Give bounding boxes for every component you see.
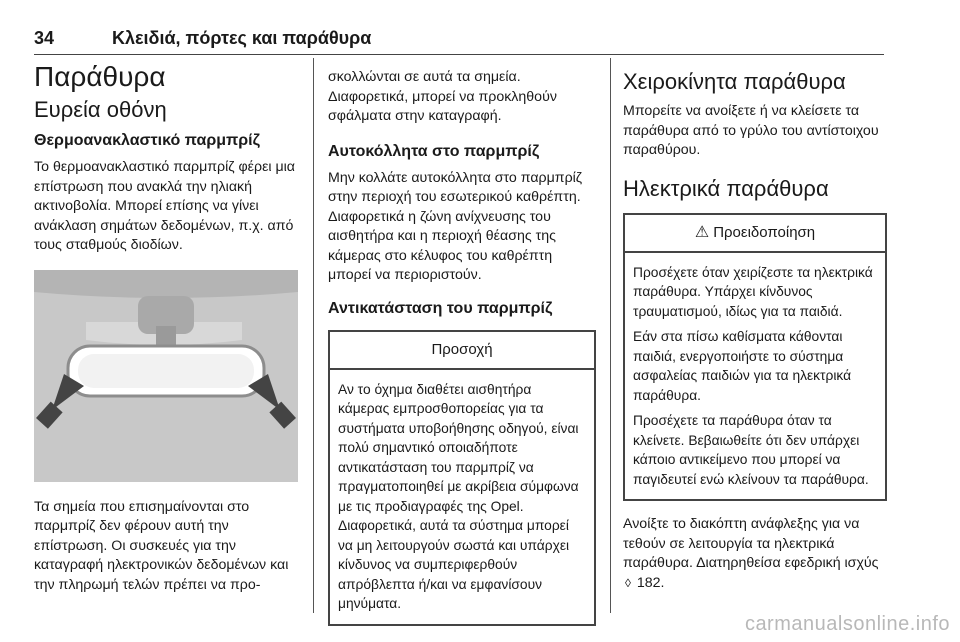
page-reference-link[interactable]: 182.: [636, 574, 665, 591]
caution-text: Αν το όχημα διαθέτει αισθητήρα κάμερας εμπροσθοπορείας για τα συστήματα υποβοήθησης οδηγού, είναι πολύ σημαντικό οποιαδήποτε αντικατάσταση του παρμπρίζ να πραγματοποιηθεί με ακρίβεια σύμφωνα με τις προδιαγραφές της Opel. Διαφορετικά, αυτά τα σύστημα μπορεί να μη λειτουργούν σωστά και υπάρχει κίνδυνος να συμπεριφερθούν απρόβλεπτα ή/και να εμφανίσουν μηνύματα.: [338, 381, 579, 611]
column-middle: [328, 54, 596, 640]
warning-title: Προειδοποίηση: [713, 224, 816, 241]
page-number: 34: [34, 28, 55, 48]
paragraph-manual-windows: Μπορείτε να ανοίξετε ή να κλείσετε τα παράθυρα από το γρύλο του αντίστοιχου παραθύρου.: [623, 103, 879, 158]
warning-body: [625, 253, 885, 500]
heading-heat-reflective-windscreen: Θερμοανακλαστικό παρμπρίζ: [34, 132, 260, 149]
watermark: carmanualsonline.info: [744, 613, 950, 635]
windscreen-illustration: [34, 270, 298, 482]
warning-text-1: Προσέχετε όταν χειρίζεστε τα ηλεκτρικά παράθυρα. Υπάρχει κίνδυνος τραυματισμού, ιδίως για τα παιδιά.: [633, 264, 873, 319]
paragraph-marked-points: Τα σημεία που επισημαίνονται στο παρμπρίζ δεν φέρουν αυτή την επίστρωση. Οι συσκευές για την καταγραφή ηλεκτρονικών δεδομένων και την πληρωμή τελών πρέπει να προ-: [34, 498, 289, 593]
ignition-text: Ανοίξτε το διακόπτη ανάφλεξης για να τεθούν σε λειτουργία τα ηλεκτρικά παράθυρα. Διατηρηθείσα εφεδρική ισχύς: [623, 516, 879, 571]
paragraph-ignition: [623, 515, 887, 593]
caution-title: Προσοχή: [431, 341, 493, 358]
heading-windscreen-replacement: Αντικατάσταση του παρμπρίζ: [328, 299, 553, 317]
chapter-title: Κλειδιά, πόρτες και παράθυρα: [112, 28, 372, 48]
subsection-title-windscreen: Ευρεία οθόνη: [34, 97, 167, 122]
heading-power-windows: Ηλεκτρικά παράθυρα: [623, 175, 829, 201]
paragraph-stickers: Μην κολλάτε αυτοκόλλητα στο παρμπρίζ στην περιοχή του εσωτερικού καθρέπτη. Διαφορετικά η ζώνη ανίχνευσης του αισθητήρα και η περιοχή θέασης της κάμερας στο κέλυφος του καθρέπτη μπορεί να περιοριστούν.: [328, 169, 583, 283]
section-title-windows: Παράθυρα: [34, 61, 166, 92]
mirror-glass: [78, 354, 254, 388]
windscreen-top-band: [34, 270, 298, 298]
caution-header: [330, 332, 594, 370]
caution-body: [330, 370, 594, 624]
warning-text-3: Προσέχετε τα παράθυρα όταν τα κλείνετε. Βεβαιωθείτε ότι δεν υπάρχει κάποιο αντικείμενο που μπορεί να παγιδευτεί ενώ κλείνουν τα παράθυρα.: [633, 413, 869, 487]
warning-box: [623, 213, 887, 502]
heading-manual-windows: Χειροκίνητα παράθυρα: [623, 69, 846, 94]
page-header: [34, 14, 884, 48]
paragraph-continued: σκολλώνται σε αυτά τα σημεία. Διαφορετικά, μπορεί να προκληθούν σφάλματα στην καταγραφή.: [328, 69, 557, 124]
page-reference-icon: ◊: [625, 575, 631, 590]
column-left: [34, 54, 300, 603]
warning-text-2: Εάν στα πίσω καθίσματα κάθονται παιδιά, ενεργοποιήστε το σύστημα ασφαλείας παιδιών για τα ηλεκτρικά παράθυρα.: [633, 329, 852, 403]
caution-box: [328, 330, 596, 626]
column-divider-1: [313, 58, 314, 613]
column-right: [623, 54, 887, 601]
paragraph-heat-reflective: Το θερμοανακλαστικό παρμπρίζ φέρει μια επίστρωση που ανακλά την ηλιακή ακτινοβολία. Μπορεί επίσης να γίνει ανάκλαση σημάτων δεδομένων, π.χ. από τους σταθμούς διοδίων.: [34, 159, 296, 253]
windscreen-figure: [34, 270, 298, 482]
warning-header: [625, 215, 885, 253]
column-divider-2: [610, 58, 611, 613]
heading-stickers: Αυτοκόλλητα στο παρμπρίζ: [328, 142, 540, 160]
warning-triangle-icon: ⚠: [694, 223, 710, 241]
